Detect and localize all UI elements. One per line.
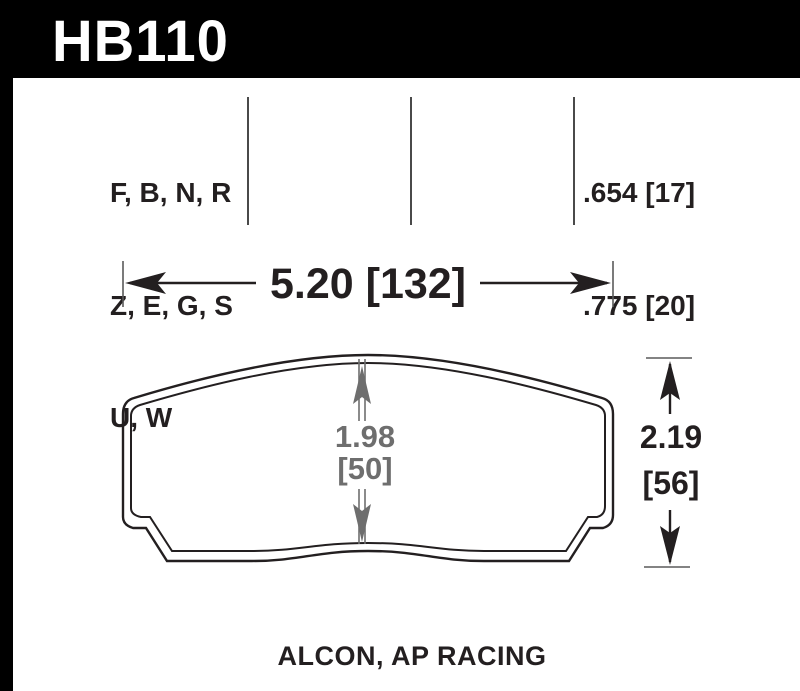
header-bar [0,0,800,78]
table-divider-line [247,97,249,225]
table-divider-line [410,97,412,225]
compound-row: Z, E, G, S [110,289,233,321]
width-dimension [123,260,613,308]
table-divider-line [573,97,575,225]
width-dimension-label: 5.20 [132] [269,260,467,308]
center-height-mm-label: [50] [337,451,393,486]
applications-label: ALCON, AP RACING [277,641,547,671]
overall-height-dimension [640,358,702,567]
thickness-row: .654 [17] [583,177,696,208]
compound-row: U, W [110,402,173,433]
center-dim-arrow-up-icon [353,366,371,404]
compound-row: F, B, N, R [110,177,232,208]
center-height-inches-label: 1.98 [334,419,396,454]
overall-height-mm-label: [56] [642,465,700,501]
overall-height-inches-label: 2.19 [639,419,703,455]
brake-pad-drawing [0,240,800,640]
thickness-row: .775 [20] [583,289,696,321]
center-dim-arrow-down-icon [353,504,371,542]
part-number-title: HB110 [52,9,229,74]
pad-center-height-dimension [335,359,395,544]
